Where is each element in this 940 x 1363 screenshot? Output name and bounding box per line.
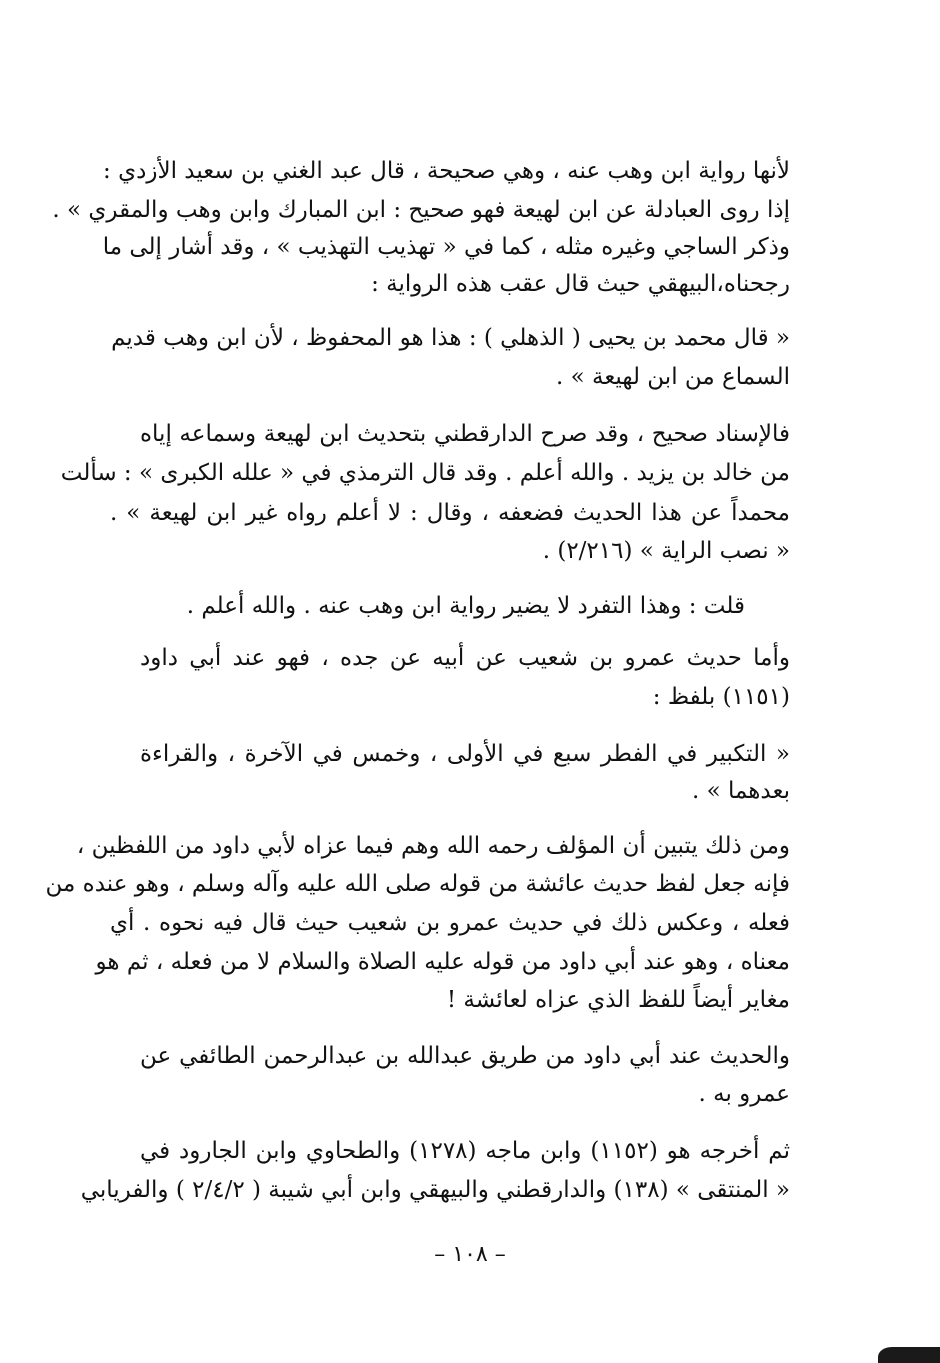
text-line: من خالد بن يزيد . والله أعلم . وقد قال الترمذي في « علله الكبرى » : سألت — [60, 460, 790, 486]
text-line: قلت : وهذا التفرد لا يضير رواية ابن وهب عنه . والله أعلم . — [186, 593, 745, 619]
text-line: « المنتقى » (١٣٨) والدارقطني والبيهقي وابن أبي شيبة ( ٢/٤/٢ ) والفريابي — [80, 1177, 790, 1203]
text-line: محمداً عن هذا الحديث فضعفه ، وقال : لا أعلم رواه غير ابن لهيعة » . — [110, 500, 790, 526]
text-line: ثم أخرجه هو (١١٥٢) وابن ماجه (١٢٧٨) والطحاوي وابن الجارود في — [140, 1138, 790, 1164]
text-line: والحديث عند أبي داود من طريق عبدالله بن عبدالرحمن الطائفي عن — [140, 1043, 790, 1069]
quote-line: السماع من ابن لهيعة » . — [556, 364, 790, 390]
text-line: (١١٥١) بلفظ : — [652, 684, 790, 710]
quote-line: « قال محمد بن يحيى ( الذهلي ) : هذا هو المحفوظ ، لأن ابن وهب قديم — [111, 325, 790, 351]
text-line: فالإسناد صحيح ، وقد صرح الدارقطني بتحديث ابن لهيعة وسماعه إياه — [140, 421, 790, 447]
citation-line: « نصب الراية » (٢/٢١٦) . — [542, 538, 790, 564]
text-line: رجحناه،البيهقي حيث قال عقب هذه الرواية : — [371, 271, 790, 297]
text-line: فإنه جعل لفظ حديث عائشة من قوله صلى الله عليه وآله وسلم ، وهو عنده من — [45, 871, 790, 897]
text-line: لأنها رواية ابن وهب عنه ، وهي صحيحة ، قال عبد الغني بن سعيد الأزدي : — [103, 158, 790, 184]
text-line: معناه ، وهو عند أبي داود من قوله عليه الصلاة والسلام لا من فعله ، ثم هو — [95, 949, 790, 975]
page-number: – ١٠٨ – — [434, 1242, 506, 1267]
text-line: مغاير أيضاً للفظ الذي عزاه لعائشة ! — [446, 987, 790, 1013]
text-line: إذا روى العبادلة عن ابن لهيعة فهو صحيح : ابن المبارك وابن وهب والمقري » . — [52, 197, 790, 223]
text-line: عمرو به . — [698, 1081, 790, 1107]
quote-line: بعدهما » . — [691, 778, 790, 804]
quote-line: « التكبير في الفطر سبع في الأولى ، وخمس في الآخرة ، والقراءة — [140, 741, 790, 767]
text-line: وذكر الساجي وغيره مثله ، كما في « تهذيب التهذيب » ، وقد أشار إلى ما — [102, 234, 790, 260]
text-line: فعله ، وعكس ذلك في حديث عمرو بن شعيب حيث قال فيه نحوه . أي — [110, 910, 790, 936]
text-line: وأما حديث عمرو بن شعيب عن أبيه عن جده ، فهو عند أبي داود — [140, 645, 790, 671]
text-line: ومن ذلك يتبين أن المؤلف رحمه الله وهم فيما عزاه لأبي داود من اللفظين ، — [76, 833, 790, 859]
scan-corner-mark — [878, 1347, 940, 1363]
